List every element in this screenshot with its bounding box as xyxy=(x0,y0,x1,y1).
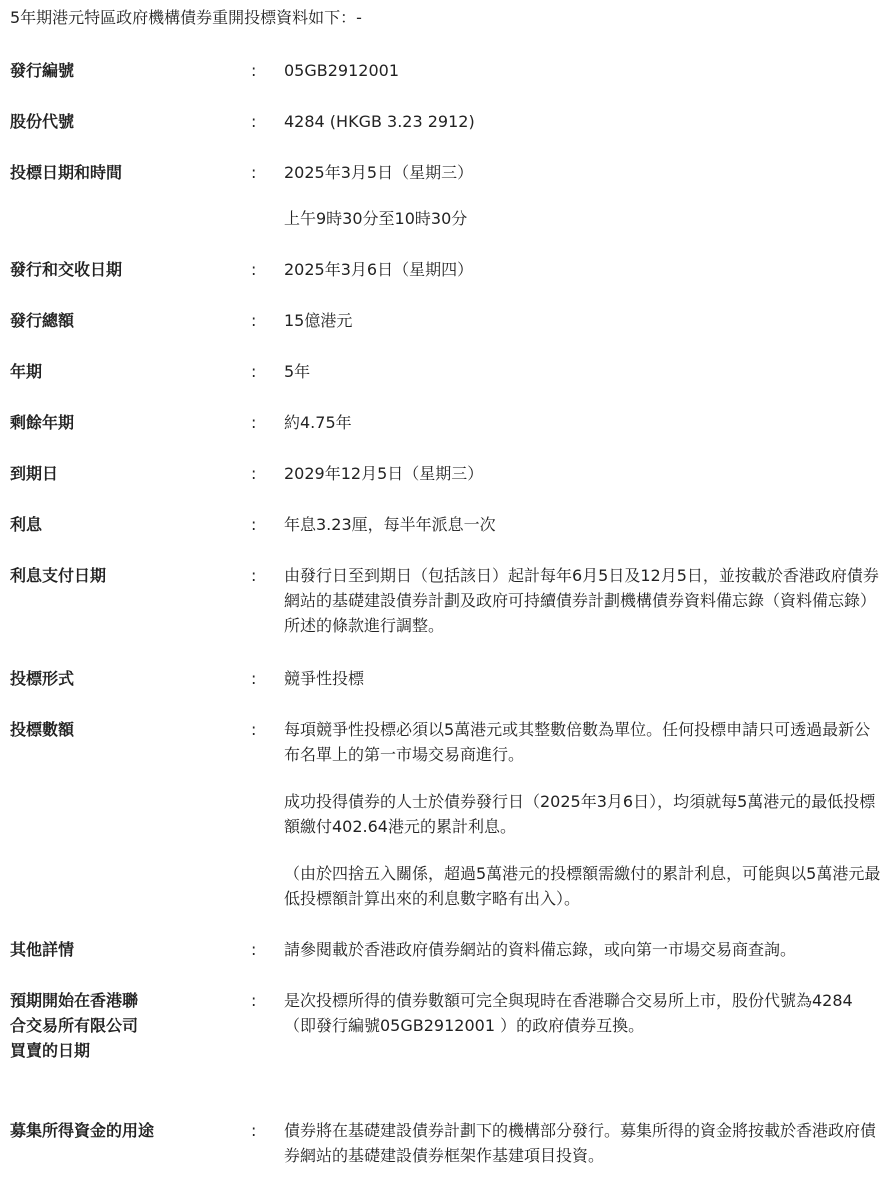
row-label: 其他詳情 xyxy=(10,940,75,959)
row-colon: : xyxy=(251,940,257,959)
row-colon: : xyxy=(251,515,257,534)
row-colon: : xyxy=(251,991,257,1010)
row-label: 年期 xyxy=(10,362,43,381)
row-colon: : xyxy=(251,413,257,432)
row-colon: : xyxy=(251,720,257,739)
value-text: 每項競爭性投標必須以5萬港元或其整數倍數為單位。任何投標申請只可透過最新公布名單上的第一市場交易商進行。 xyxy=(284,720,871,764)
row-value xyxy=(284,717,882,911)
value-text: 4284 (HKGB 3.23 2912) xyxy=(284,112,475,131)
row-label: 剩餘年期 xyxy=(10,413,75,432)
row-colon: : xyxy=(251,566,257,585)
value-text: 請參閱載於香港政府債券網站的資料備忘錄，或向第一市場交易商查詢。 xyxy=(284,940,797,959)
row-label: 投標形式 xyxy=(10,669,75,688)
value-text: 2025年3月6日（星期四） xyxy=(284,260,474,279)
row-colon: : xyxy=(251,669,257,688)
row-label: 募集所得資金的用途 xyxy=(10,1121,155,1140)
row-value xyxy=(284,666,882,691)
row-value xyxy=(284,160,882,231)
row-colon: : xyxy=(251,112,257,131)
row-label: 發行和交收日期 xyxy=(10,260,123,279)
row-colon: : xyxy=(251,163,257,182)
row-colon: : xyxy=(251,464,257,483)
value-text: 競爭性投標 xyxy=(284,669,365,688)
value-text: 2029年12月5日（星期三） xyxy=(284,464,484,483)
row-value xyxy=(284,1118,882,1168)
value-text: 是次投標所得的債券數額可完全與現時在香港聯合交易所上市，股份代號為4284（即發行編號05GB2912001 ）的政府債券互換。 xyxy=(284,991,853,1035)
row-colon: : xyxy=(251,61,257,80)
intro-heading: 5年期港元特區政府機構債券重開投標資料如下：- xyxy=(10,8,362,27)
row-value xyxy=(284,563,882,638)
value-text: 由發行日至到期日（包括該日）起計每年6月5日及12月5日，並按載於香港政府債券網站的基礎建設債券計劃及政府可持續債券計劃機構債券資料備忘錄（資料備忘錄）所述的條款進行調整。 xyxy=(284,566,879,635)
row-label: 發行編號 xyxy=(10,61,75,80)
row-label: 股份代號 xyxy=(10,112,75,131)
row-label: 利息支付日期 xyxy=(10,566,107,585)
value-text: 上午9時30分至10時30分 xyxy=(284,209,468,228)
row-value xyxy=(284,58,882,83)
value-text: 05GB2912001 xyxy=(284,61,399,80)
row-label: 到期日 xyxy=(10,464,59,483)
row-colon: : xyxy=(251,362,257,381)
row-value xyxy=(284,359,882,384)
value-text: 5年 xyxy=(284,362,311,381)
row-colon: : xyxy=(251,311,257,330)
value-text: 2025年3月5日（星期三） xyxy=(284,163,474,182)
row-label: 發行總額 xyxy=(10,311,75,330)
value-text: 年息3.23厘，每半年派息一次 xyxy=(284,515,496,534)
row-value xyxy=(284,512,882,537)
row-label: 投標數額 xyxy=(10,720,75,739)
value-text: 約4.75年 xyxy=(284,413,352,432)
row-value xyxy=(284,988,882,1038)
value-text: 債券將在基礎建設債券計劃下的機構部分發行。募集所得的資金將按載於香港政府債券網站的基礎建設債券框架作基建項目投資。 xyxy=(284,1121,877,1165)
row-value xyxy=(284,257,882,282)
row-value xyxy=(284,461,882,486)
row-value xyxy=(284,410,882,435)
row-label: 利息 xyxy=(10,515,43,534)
row-value xyxy=(284,937,882,962)
row-colon: : xyxy=(251,260,257,279)
row-colon: : xyxy=(251,1121,257,1140)
value-text: 15億港元 xyxy=(284,311,353,330)
value-text: （由於四捨五入關係，超過5萬港元的投標額需繳付的累計利息，可能與以5萬港元最低投標額計算出來的利息數字略有出入）。 xyxy=(284,864,881,908)
value-text: 成功投得債券的人士於債券發行日（2025年3月6日），均須就每5萬港元的最低投標額繳付402.64港元的累計利息。 xyxy=(284,792,876,836)
row-value xyxy=(284,109,882,134)
row-label: 預期開始在香港聯合交易所有限公司買賣的日期 xyxy=(10,991,139,1060)
row-value xyxy=(284,308,882,333)
row-label: 投標日期和時間 xyxy=(10,163,123,182)
